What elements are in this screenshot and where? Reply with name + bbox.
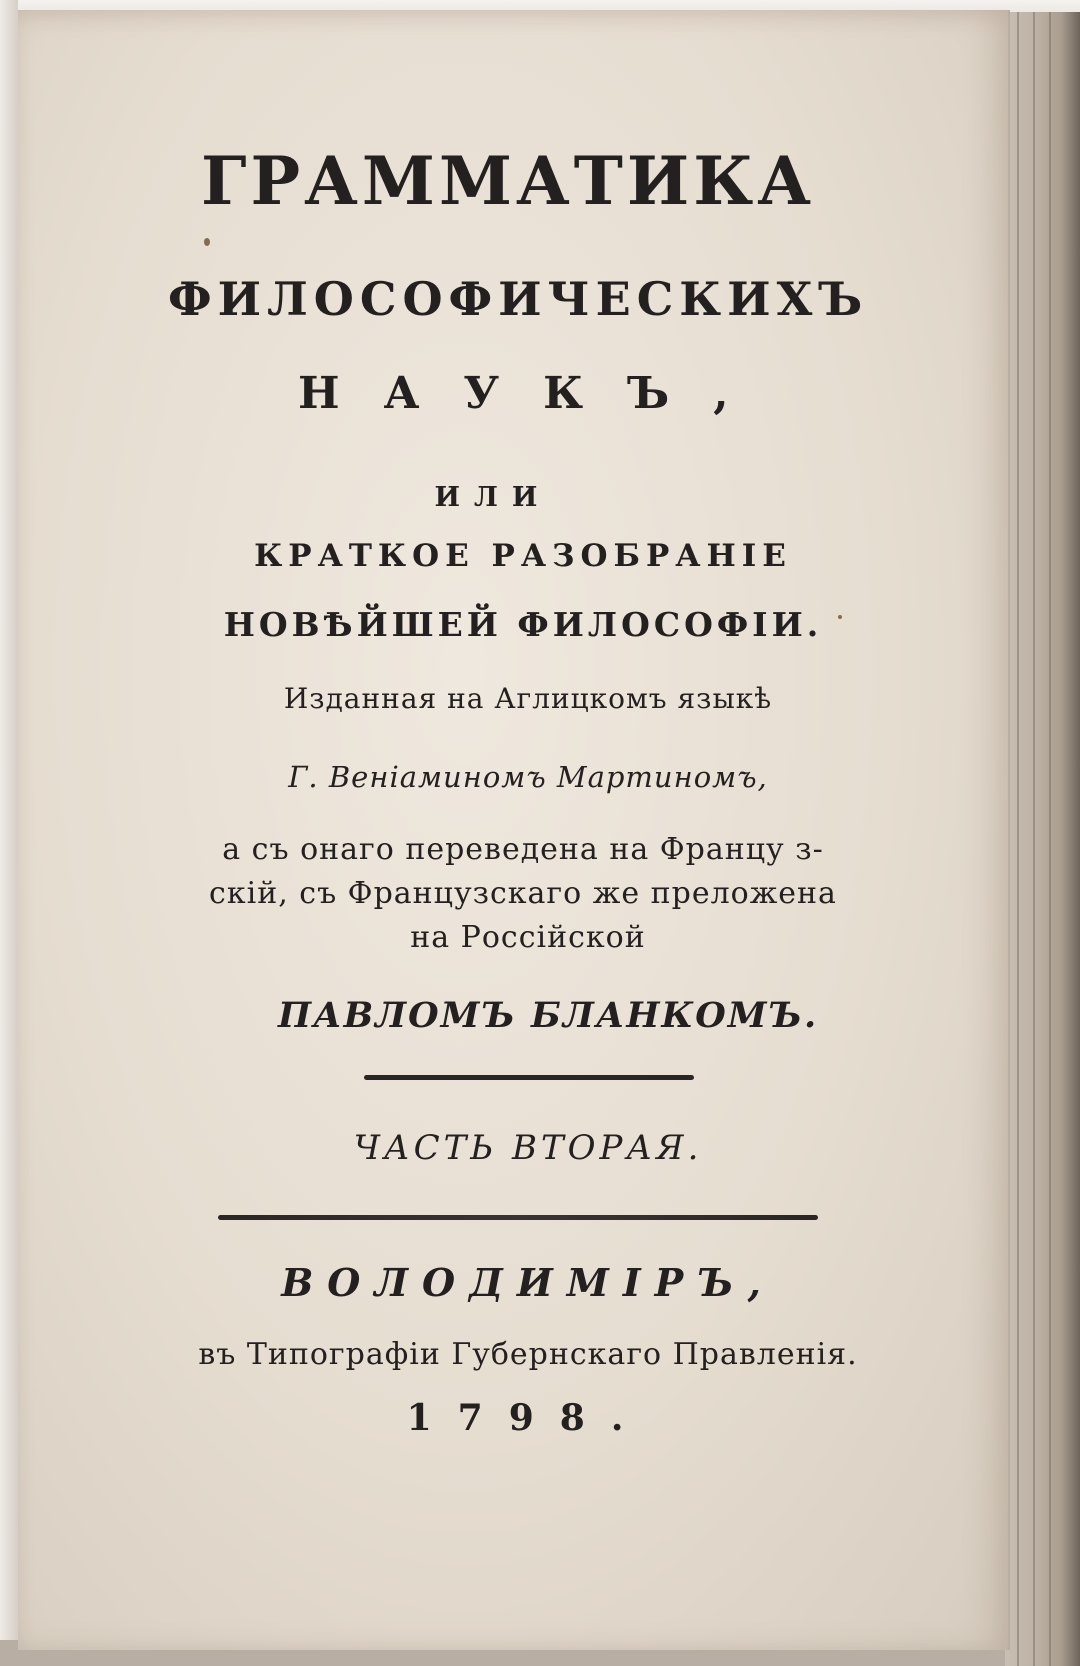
conjunction-text: ИЛИ bbox=[434, 482, 552, 513]
published-in-text: Изданная на Аглицкомъ языкѣ bbox=[283, 682, 773, 715]
translation-note-line1: а съ онаго переведена на Францу з- bbox=[222, 832, 824, 867]
divider-rule bbox=[218, 1215, 818, 1220]
translation-note-line2: скій, съ Французскаго же преложена bbox=[209, 876, 837, 911]
imprint-city: ВОЛОДИМІРЪ, bbox=[281, 1260, 775, 1305]
paper-speck bbox=[204, 238, 210, 246]
backdrop-left bbox=[0, 0, 18, 1666]
title-page bbox=[18, 10, 1010, 1650]
alt-title-line2: НОВѢЙШЕЙ ФИЛОСОФІИ. bbox=[223, 605, 823, 644]
imprint-printer: въ Типографіи Губернскаго Правленія. bbox=[198, 1337, 858, 1372]
translator-name: ПАВЛОМЪ БЛАНКОМЪ. bbox=[278, 995, 819, 1036]
imprint-year: 1798. bbox=[406, 1397, 650, 1439]
book-title: ГРАММАТИКА bbox=[200, 142, 816, 220]
translation-note-line3: на Россійской bbox=[410, 920, 646, 955]
author-text: Г. Веніаминомъ Мартиномъ, bbox=[288, 760, 768, 794]
alt-title-line1: КРАТКОЕ РАЗОБРАНІЕ bbox=[254, 538, 792, 574]
volume-part: ЧАСТЬ ВТОРАЯ. bbox=[353, 1128, 703, 1168]
book-page-edges bbox=[1005, 12, 1080, 1666]
book-subtitle-line2: НАУКЪ, bbox=[298, 368, 773, 419]
divider-rule bbox=[364, 1075, 694, 1080]
book-subtitle-line1: ФИЛОСОФИЧЕСКИХЪ bbox=[168, 272, 869, 326]
